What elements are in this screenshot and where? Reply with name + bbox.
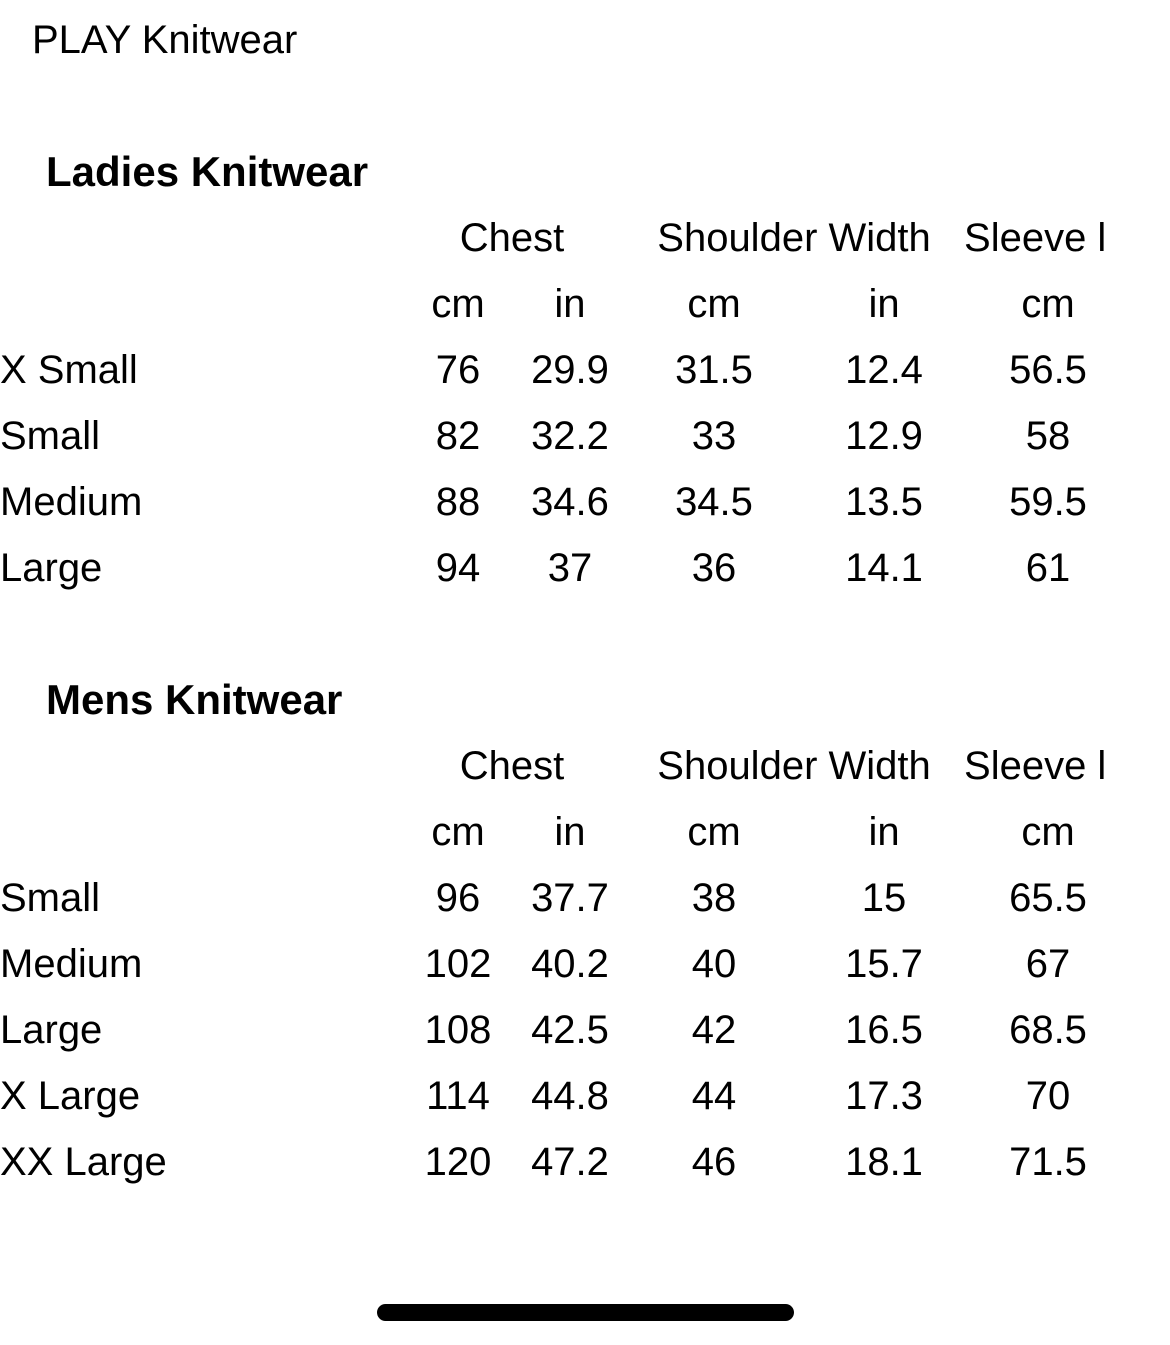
empty-cell <box>1132 337 1140 403</box>
mens-section-title: Mens Knitwear <box>46 676 343 723</box>
table-row <box>0 931 1140 997</box>
shoulder-cm-cell: 38 <box>691 876 737 920</box>
size-label: Small <box>0 414 101 458</box>
chest-in-cell: 37.7 <box>531 876 609 920</box>
chest-in-cell: 42.5 <box>531 1008 609 1052</box>
chest-cm-cell: 76 <box>435 348 481 392</box>
shoulder-cm-cell: 36 <box>691 546 737 590</box>
unit-header: cm <box>687 810 741 854</box>
size-label: X Small <box>0 348 138 392</box>
chest-cm-cell: 82 <box>435 414 481 458</box>
table-row <box>0 469 1140 535</box>
table-row <box>0 1063 1140 1129</box>
size-label: XX Large <box>0 1140 167 1184</box>
chest-in-cell: 32.2 <box>531 414 609 458</box>
ladies-section-title: Ladies Knitwear <box>46 148 369 195</box>
empty-cell <box>1132 1129 1140 1195</box>
shoulder-in-cell: 12.9 <box>845 414 923 458</box>
chest-cm-cell: 108 <box>424 1008 492 1052</box>
shoulder-cm-cell: 46 <box>691 1140 737 1184</box>
empty-cell <box>1132 997 1140 1063</box>
ladies-size-table <box>0 205 1140 601</box>
shoulder-in-cell: 14.1 <box>845 546 923 590</box>
empty-header-cell <box>1132 799 1140 865</box>
table-row <box>0 997 1140 1063</box>
sleeve-header: Sleeve l <box>964 744 1107 788</box>
chest-cm-cell: 114 <box>426 1074 490 1118</box>
unit-header: in <box>868 282 900 326</box>
ladies-group-header-row <box>0 205 1140 271</box>
chest-in-cell: 47.2 <box>531 1140 609 1184</box>
empty-header-cell <box>0 205 400 271</box>
mens-size-table <box>0 733 1140 1195</box>
chest-cm-cell: 88 <box>435 480 481 524</box>
table-row <box>0 535 1140 601</box>
size-label: Small <box>0 876 101 920</box>
table-row <box>0 403 1140 469</box>
shoulder-in-cell: 13.5 <box>845 480 923 524</box>
page-title: PLAY Knitwear <box>32 18 298 62</box>
empty-cell <box>1132 469 1140 535</box>
shoulder-cm-cell: 34.5 <box>675 480 753 524</box>
unit-header: cm <box>1021 282 1075 326</box>
empty-header-cell <box>0 271 400 337</box>
shoulder-width-header: Shoulder Width <box>657 744 931 788</box>
sleeve-cm-cell: 58 <box>1025 414 1071 458</box>
unit-header: cm <box>687 282 741 326</box>
shoulder-cm-cell: 44 <box>691 1074 737 1118</box>
sleeve-cm-cell: 70 <box>1025 1074 1071 1118</box>
chest-header: Chest <box>459 216 565 260</box>
size-label: Medium <box>0 480 143 524</box>
empty-header-cell <box>1132 271 1140 337</box>
shoulder-in-cell: 12.4 <box>845 348 923 392</box>
chest-in-cell: 37 <box>547 546 593 590</box>
shoulder-in-cell: 16.5 <box>845 1008 923 1052</box>
sleeve-cm-cell: 68.5 <box>1009 1008 1087 1052</box>
empty-cell <box>1132 403 1140 469</box>
shoulder-cm-cell: 31.5 <box>675 348 753 392</box>
sleeve-cm-cell: 71.5 <box>1009 1140 1087 1184</box>
empty-cell <box>1132 1063 1140 1129</box>
empty-cell <box>1132 865 1140 931</box>
unit-header: in <box>554 282 586 326</box>
ladies-table <box>0 205 1140 601</box>
sleeve-cm-cell: 56.5 <box>1009 348 1087 392</box>
shoulder-in-cell: 15.7 <box>845 942 923 986</box>
chest-header: Chest <box>459 744 565 788</box>
ladies-unit-header-row <box>0 271 1140 337</box>
sleeve-cm-cell: 61 <box>1025 546 1071 590</box>
chest-in-cell: 34.6 <box>531 480 609 524</box>
unit-header: cm <box>1021 810 1075 854</box>
unit-header: in <box>554 810 586 854</box>
empty-cell <box>1132 931 1140 997</box>
sleeve-cm-cell: 67 <box>1025 942 1071 986</box>
shoulder-cm-cell: 33 <box>691 414 737 458</box>
size-label: X Large <box>0 1074 141 1118</box>
size-label: Medium <box>0 942 143 986</box>
empty-cell <box>1132 535 1140 601</box>
empty-header-cell <box>0 733 400 799</box>
shoulder-cm-cell: 40 <box>691 942 737 986</box>
shoulder-cm-cell: 42 <box>691 1008 737 1052</box>
home-indicator[interactable] <box>377 1304 794 1321</box>
shoulder-in-cell: 18.1 <box>845 1140 923 1184</box>
shoulder-in-cell: 15 <box>861 876 907 920</box>
shoulder-in-cell: 17.3 <box>845 1074 923 1118</box>
empty-header-cell <box>0 799 400 865</box>
sleeve-header: Sleeve l <box>964 216 1107 260</box>
mens-group-header-row <box>0 733 1140 799</box>
mens-table <box>0 733 1140 1195</box>
chest-in-cell: 29.9 <box>531 348 609 392</box>
chest-in-cell: 44.8 <box>531 1074 609 1118</box>
sleeve-cm-cell: 59.5 <box>1009 480 1087 524</box>
chest-cm-cell: 120 <box>424 1140 492 1184</box>
size-label: Large <box>0 1008 103 1052</box>
shoulder-width-header: Shoulder Width <box>657 216 931 260</box>
chest-cm-cell: 96 <box>435 876 481 920</box>
sleeve-cm-cell: 65.5 <box>1009 876 1087 920</box>
chest-cm-cell: 102 <box>424 942 492 986</box>
size-label: Large <box>0 546 103 590</box>
unit-header: cm <box>431 810 485 854</box>
table-row <box>0 865 1140 931</box>
chest-cm-cell: 94 <box>435 546 481 590</box>
mens-unit-header-row <box>0 799 1140 865</box>
table-row <box>0 337 1140 403</box>
table-row <box>0 1129 1140 1195</box>
chest-in-cell: 40.2 <box>531 942 609 986</box>
unit-header: cm <box>431 282 485 326</box>
unit-header: in <box>868 810 900 854</box>
